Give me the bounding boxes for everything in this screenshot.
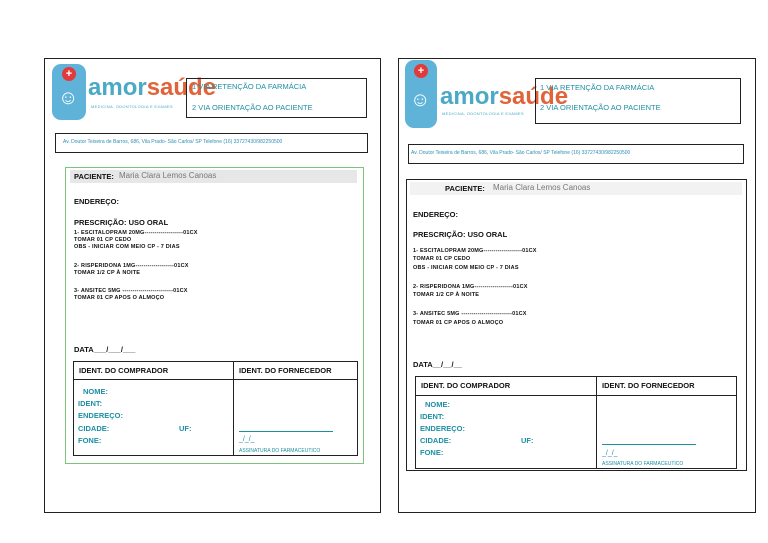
field-endereco: ENDEREÇO: [420,424,466,433]
via-2-label: 2 VIA ORIENTAÇÃO AO PACIENTE [192,103,313,112]
field-nome: NOME: [425,400,450,409]
field-nome: NOME: [83,387,108,396]
patient-name: Maria Clara Lemos Canoas [493,183,591,192]
field-ident: IDENT: [420,412,445,421]
patient-label: PACIENTE: [74,172,114,181]
smiley-icon: ☺ [410,89,431,111]
rx-line: TOMAR 01 CP CEDO [74,237,132,243]
ident-supplier-header: IDENT. DO FORNECEDOR [239,366,332,375]
rx-line: 1- ESCITALOPRAM 20MG-------------------01CX [413,248,537,254]
cross-icon: + [62,67,76,81]
rx-line: 1- ESCITALOPRAM 20MG-------------------01CX [74,230,198,236]
signature-line [602,444,696,445]
smiley-icon: ☺ [58,87,79,109]
signature-date: _/_/_ [239,436,255,443]
cross-icon: + [414,64,428,78]
address-label: ENDEREÇO: [413,210,459,219]
brand-tagline: MEDICINA, ODONTOLOGIA E EXAMES [442,111,524,116]
ident-buyer-header: IDENT. DO COMPRADOR [79,366,169,375]
rx-line: 3- ANSITEC 5MG -------------------------01CX [413,311,527,317]
field-cidade: CIDADE: [420,436,452,445]
ident-column-divider [596,376,597,469]
field-endereco: ENDEREÇO: [78,411,124,420]
rx-line: TOMAR 01 CP APOS O ALMOÇO [413,320,504,326]
rx-line: TOMAR 1/2 CP À NOITE [74,270,141,276]
signature-caption: ASSINATURA DO FARMACEUTICO [239,448,321,454]
rx-line: OBS - INICIAR COM MEIO CP - 7 DIAS [74,244,180,250]
via-1-label: 1 VIA RETENÇÃO DA FARMÁCIA [192,82,307,91]
field-cidade: CIDADE: [78,424,110,433]
date-label: DATA__/__/__ [413,360,462,369]
ident-supplier-header: IDENT. DO FORNECEDOR [602,381,695,390]
via-1-label: 1 VIA RETENÇÃO DA FARMÁCIA [540,83,655,92]
rx-line: 2- RISPERIDONA 1MG-------------------01CX [74,263,189,269]
rx-line: TOMAR 01 CP APOS O ALMOÇO [74,295,165,301]
via-2-label: 2 VIA ORIENTAÇÃO AO PACIENTE [540,103,661,112]
field-fone: FONE: [420,448,444,457]
patient-label: PACIENTE: [445,184,485,193]
brand-name: amorsaúde [440,83,569,110]
rx-line: 2- RISPERIDONA 1MG-------------------01CX [413,284,528,290]
date-label: DATA___/___/___ [74,345,136,354]
signature-caption: ASSINATURA DO FARMACEUTICO [602,461,684,467]
address-text: Av. Doutor Teixeira de Barros, 686, Vila Prado- São Carlos/ SP Telefone (16) 33727430/982250500 [63,139,283,145]
address-text: Av. Doutor Teixeira de Barros, 686, Vila Prado- São Carlos/ SP Telefone (16) 33727430/982250500 [411,150,631,156]
ident-divider [73,379,358,380]
brand-name: amorsaúde [88,74,217,101]
logo-icon [405,60,437,128]
brand-tagline: MEDICINA, ODONTOLOGIA E EXAMES [91,104,173,109]
address-label: ENDEREÇO: [74,197,120,206]
logo-icon [52,64,86,120]
field-ident: IDENT: [78,399,103,408]
rx-line: TOMAR 1/2 CP À NOITE [413,292,480,298]
ident-column-divider [233,361,234,456]
field-fone: FONE: [78,436,102,445]
signature-date: _/_/_ [602,450,618,457]
prescription-label: PRESCRIÇÃO: USO ORAL [413,230,508,239]
rx-line: 3- ANSITEC 5MG -------------------------01CX [74,288,188,294]
ident-table [73,361,358,456]
prescription-label: PRESCRIÇÃO: USO ORAL [74,218,169,227]
signature-line [239,431,333,432]
ident-buyer-header: IDENT. DO COMPRADOR [421,381,511,390]
field-uf: UF: [521,436,534,445]
ident-divider [415,395,737,396]
field-uf: UF: [179,424,192,433]
patient-name: Maria Clara Lemos Canoas [119,171,217,180]
rx-line: TOMAR 01 CP CEDO [413,256,471,262]
rx-line: OBS - INICIAR COM MEIO CP - 7 DIAS [413,265,519,271]
